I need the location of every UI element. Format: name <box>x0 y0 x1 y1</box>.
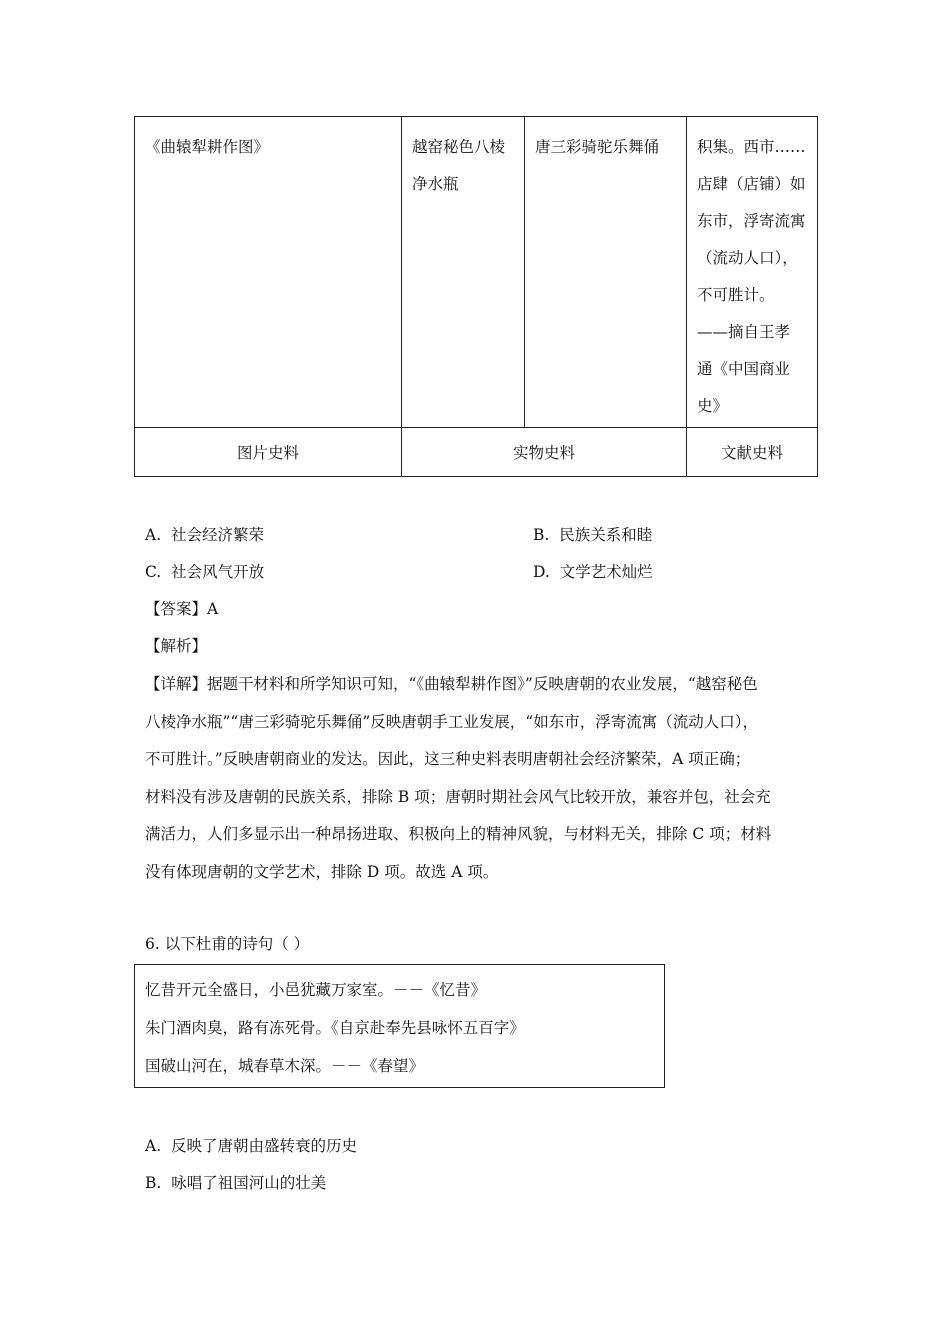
document-line: 通《中国商业 <box>697 360 791 378</box>
q5-option-b[interactable] <box>533 524 652 546</box>
option-text: 文学艺术灿烂 <box>559 563 653 581</box>
poem-line: 国破山河在，城春草木深。－－《春望》 <box>145 1057 425 1075</box>
option-letter: B. <box>145 1174 162 1192</box>
document-line: 东市，浮寄流寓 <box>697 212 806 230</box>
picture-cell <box>135 117 402 428</box>
option-letter: B. <box>533 526 550 544</box>
document-line: 不可胜计。 <box>697 286 775 304</box>
poem-line: 朱门酒肉臭，路有冻死骨。《自京赴奉先县咏怀五百字》 <box>145 1019 525 1037</box>
option-text: 社会经济繁荣 <box>170 526 264 544</box>
q6-stem: 6. 以下杜甫的诗句（ ） <box>145 935 310 953</box>
detail-line: 【详解】据题干材料和所学知识可知，“《曲辕犁耕作图》”反映唐朝的农业发展，“越窑秘色 <box>145 675 758 693</box>
document-line: （流动人口）， <box>697 249 798 267</box>
answer-line: 【答案】A <box>145 600 219 618</box>
caption-picture: 图片史料 <box>135 428 402 477</box>
option-letter: D. <box>533 563 550 581</box>
option-text: 反映了唐朝由盛转衰的历史 <box>170 1137 357 1155</box>
source-table <box>134 116 818 477</box>
caption-document: 文献史料 <box>687 428 818 477</box>
document-line: 史》 <box>697 397 729 415</box>
detail-line: 材料没有涉及唐朝的民族关系，排除 B 项；唐朝时期社会风气比较开放，兼容并包，社会充 <box>145 787 771 806</box>
detail-line: 不可胜计。”反映唐朝商业的发达。因此，这三种史料表明唐朝社会经济繁荣，A 项正确； <box>145 750 751 768</box>
document-line: ——摘自王孝 <box>697 323 791 341</box>
document-line: 积集。西市…… <box>697 138 806 156</box>
object-1-line: 净水瓶 <box>412 175 459 193</box>
poem-line: 忆昔开元全盛日，小邑犹藏万家室。－－《忆昔》 <box>145 981 487 999</box>
q5-option-c[interactable] <box>145 561 264 583</box>
option-text: 咏唱了祖国河山的壮美 <box>171 1174 327 1192</box>
analysis-label: 【解析】 <box>145 637 208 655</box>
option-text: 民族关系和睦 <box>559 526 653 544</box>
document-cell <box>687 117 818 428</box>
q6-option-a[interactable] <box>145 1135 357 1157</box>
object-cell-2 <box>525 117 687 428</box>
option-text: 社会风气开放 <box>171 563 265 581</box>
object-2-title: 唐三彩骑驼乐舞俑 <box>535 138 660 156</box>
object-cell-1 <box>402 117 525 428</box>
detail-line: 满活力，人们多显示出一种昂扬进取、积极向上的精神风貌，与材料无关，排除 C 项；材料 <box>145 825 772 843</box>
detail-line: 没有体现唐朝的文学艺术，排除 D 项。故选 A 项。 <box>145 862 499 881</box>
caption-object: 实物史料 <box>402 428 687 477</box>
q5-option-a[interactable] <box>145 524 264 546</box>
option-letter: A. <box>145 526 162 544</box>
option-letter: C. <box>145 563 162 581</box>
option-letter: A. <box>145 1137 162 1155</box>
picture-title: 《曲辕犁耕作图》 <box>145 138 270 156</box>
q6-option-b[interactable] <box>145 1172 326 1194</box>
detail-paragraph <box>145 666 807 891</box>
document-line: 店肆（店铺）如 <box>697 175 806 193</box>
detail-line: 八棱净水瓶”“唐三彩骑驼乐舞俑”反映唐朝手工业发展，“如东市，浮寄流寓（流动人口）， <box>145 712 758 731</box>
object-1-line: 越窑秘色八棱 <box>412 138 506 156</box>
poem-box <box>134 964 665 1088</box>
q5-option-d[interactable] <box>533 561 653 583</box>
